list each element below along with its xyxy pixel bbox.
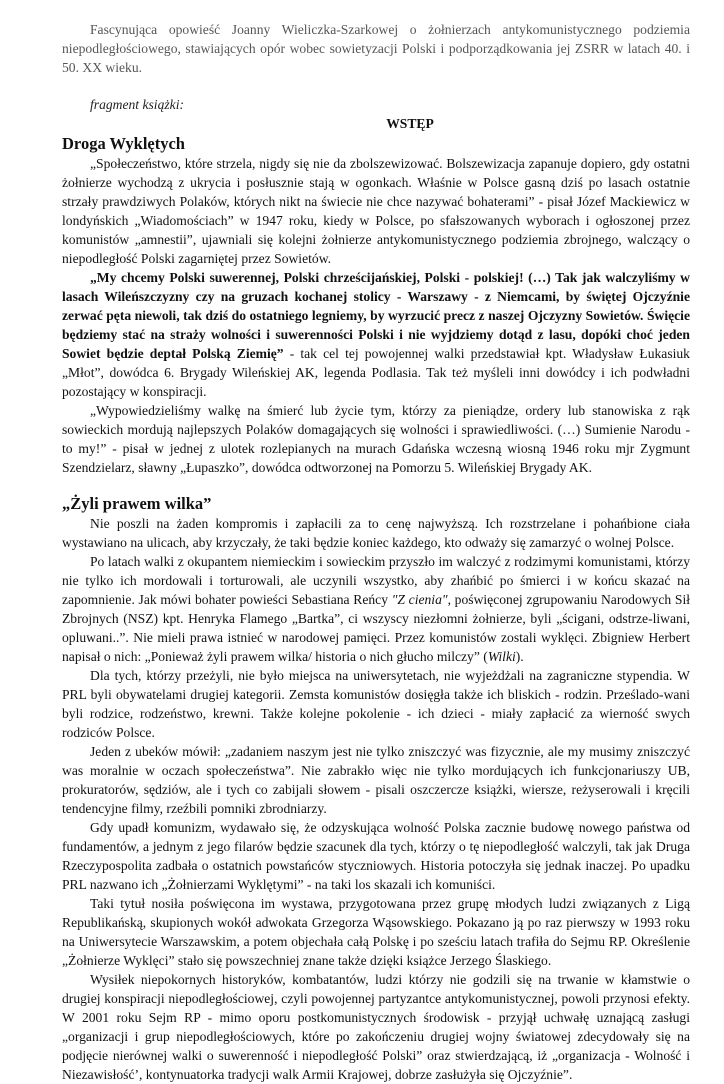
paragraph-lupaszko: „Wypowiedzieliśmy walkę na śmierć lub życie tym, którzy za pieniądze, ordery lub stanowiska z rąk sowieckich mordują najlepszych Polaków domagających się wolności i sprawiedliwości. (…) Sumienie Narodu - to my!” - pisał w jednej z ulotek rozlepianych na murach Gdańska wczesną wiosną 1946 roku mjr Zygmunt Szendzielarz, sławny „Łupaszko”, dowódca odtworzonej na Pomorzu 5. Wileńskiej Brygady AK. <box>62 403 690 475</box>
paragraph-wystawa: Taki tytuł nosiła poświęcona im wystawa, przygotowana przez grupę młodych ludzi związanych z Ligą Republikańską, skupionych wokół adwokata Grzegorza Wąsowskiego. Pokazano ją po raz pierwszy w 1993 roku na Uniwersytecie Warszawskim, a potem objechała całą Polskę i po sześciu latach trafiła do Sejmu RP. Określenie „Żołnierze Wyklęci” stało się powszechniej znane także dzięki książce Jerzego Ślaskiego. <box>62 896 690 968</box>
book-title: "Z cienia" <box>391 592 448 607</box>
heading-droga-wykletych: Droga Wyklętych <box>62 134 185 153</box>
paragraph-dla-tych: Dla tych, którzy przeżyli, nie było miejsca na uniwersytetach, nie wyjeżdżali na zagraniczne stypendia. W PRL byli obywatelami drugiej kategorii. Zemsta komunistów dosięgła także ich bliskich - rodzin. Prześlado-wani byli rodzice, rodzeństwo, krewni. Także kolejne pokolenie - ich dzieci - miały zapłacić za wierność swych rodziców Polsce. <box>62 668 690 740</box>
paragraph-lukasiuk <box>62 268 690 401</box>
text-segment: ). <box>515 649 524 664</box>
document-page <box>62 20 690 1084</box>
intro-paragraph: Fascynująca opowieść Joanny Wieliczka-Szarkowej o żołnierzach antykomunistycznego podziemia niepodległościowego, stawiających opór wobec sowietyzacji Polski i podporządkowania jej ZSRR w latach 40. i 50. XX wieku. <box>62 22 690 75</box>
text-segment: , poświęconej zgrupowaniu Narodowych Sił Zbrojnych (NSZ) kpt. Henryka Flamego „Bartka”, ci wszyscy niezłomni żołnierze, byli „ścigani, odstrze-liwani, opluwani..”. Nie mieli prawa istnieć w narodowej pamięci. Przez komunistów zostali wyklęci. Zbigniew Herbert napisał o nich: „Ponieważ żyli prawem wilka/ historia o nich głucho milczy” ( <box>62 592 690 664</box>
fragment-label: fragment książki: <box>90 97 185 112</box>
paragraph-upadek-komunizmu: Gdy upadł komunizm, wydawało się, że odzyskująca wolność Polska zacznie budowę nowego państwa od fundamentów, a jednym z jego filarów będzie szacunek dla tych, którzy o tę niepodległość walczyli, tak jak Druga Rzeczypospolita zadbała o ostatnich powstańców styczniowych. Historia potoczyła się jednak inaczej. Po upadku PRL nazwano ich „Żołnierzami Wyklętymi” - na taki los skazali ich komuniści. <box>62 820 690 892</box>
text-segment: Po latach walki z okupantem niemieckim i sowieckim przyszło im walczyć z rodzimymi komunistami, którzy nie tylko ich mordowali i torturowali, ale uczynili wszystko, aby zhańbić po śmierci i w końcu skazać na zapomnienie. Jak mówi bohater powieści Sebastiana Reńcy <box>62 554 690 607</box>
paragraph-lukasiuk-rest: - tak cel tej powojennej walki przedstawiał kpt. Władysław Łukasiuk „Młot”, dowódca 6. Brygady Wileńskiej AK, legenda Podlasia. Tak też myśleli inni dowódcy i ich podwładni pozostający w konspiracji. <box>62 346 690 399</box>
paragraph-ubek: Jeden z ubeków mówił: „zadaniem naszym jest nie tylko zniszczyć was fizycznie, ale my musimy zniszczyć was moralnie w oczach społeczeństwa”. Nie zabrakło więc nie tylko mordujących ich funkcjonariuszy UB, prokuratorów, sędziów, ale i tych co zabijali słowem - pisali oszczercze książki, wiersze, reżyserowali i kręcili tendencyjne filmy, rzeźbili pomniki zbrodniarzy. <box>62 744 690 816</box>
paragraph-po-latach <box>62 552 690 666</box>
heading-zyli-prawem-wilka: „Żyli prawem wilka” <box>62 494 212 513</box>
paragraph-kompromis: Nie poszli na żaden kompromis i zapłacili za to cenę najwyższą. Ich rozstrzelane i pohańbione ciała wystawiano na ulicach, aby krzyczały, że taki będzie koniec każdego, kto odważy się zamarzyć o wolnej Polsce. <box>62 516 690 550</box>
quote-lukasiuk: „My chcemy Polski suwerennej, Polski chrześcijańskiej, Polski - polskiej! (…) Tak jak walczyliśmy w lasach Wileńszczyzny czy na gruzach kochanej stolicy - Warszawy - z Niemcami, by świętej Ojczyźnie zerwać pęta niewoli, tak dziś do ostatniego legniemy, by wyrzucić precz z naszej Ojczyzny Sowietów. Święcie będziemy stać na straży wolności i suwerenności Polski i nie wyjdziemy dotąd z lasu, dopóki choć jeden Sowiet będzie deptał Polską Ziemię” <box>62 270 690 361</box>
poem-title: Wilki <box>487 649 516 664</box>
section-label: WSTĘP <box>386 116 434 131</box>
paragraph-mackiewicz: „Społeczeństwo, które strzela, nigdy się nie da zbolszewizować. Bolszewizacja zapanuje dopiero, gdy ostatni żołnierze wychodzą z ukrycia i posłusznie stają w ogonkach. Właśnie w Polsce gasną dziś po lasach ostatnie strzały prawdziwych Polaków, których nikt na świecie nie chce nazywać bohaterami” - pisał Józef Mackiewicz w londyńskich „Wiadomościach” w 1947 roku, kiedy w Polsce, po sfałszowanych wyborach i ogłoszonej przez komunistów „amnestii”, ujawniali się kolejni żołnierze antykomunistycznego podziemia zbrojnego, walczący o niepodległość Polski zagarniętej przez Sowietów. <box>62 156 690 266</box>
paragraph-wysilek: Wysiłek niepokornych historyków, kombatantów, ludzi którzy nie godzili się na trwanie w kłamstwie o drugiej konspiracji niepodległościowej, czyli powojennej partyzantce antykomunistycznej, powoli przynosi efekty. W 2001 roku Sejm RP - mimo oporu postkomunistycznych środowisk - przyjął uchwałę uznającą zasługi „organizacji i grup niepodległościowych, które po zakończeniu drugiej wojny światowej zdecydowały się na podjęcie nierównej walki o suwerenność i niepodległość Polski” oraz stwierdzającą, iż „organizacja - Wolność i Niezawisłość’, kontynuatorka tradycji walk Armii Krajowej, dobrze zasłużyła się Ojczyźnie”. <box>62 972 690 1082</box>
